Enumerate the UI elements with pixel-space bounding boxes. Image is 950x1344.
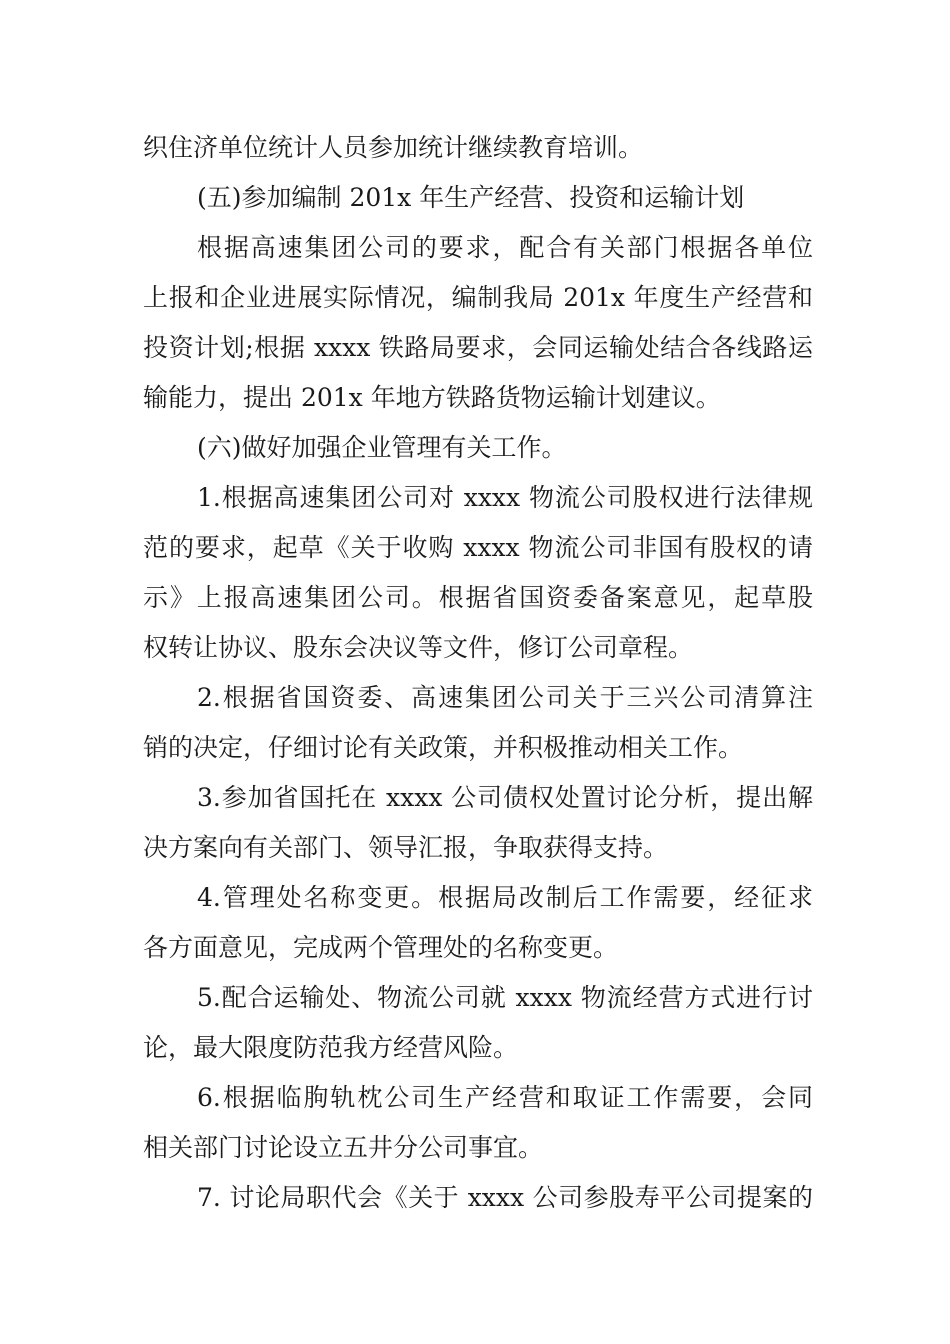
text-line: 6.根据临朐轨枕公司生产经营和取证工作需要，会同 <box>197 1083 813 1112</box>
text-line: 各方面意见，完成两个管理处的名称变更。 <box>143 933 619 962</box>
text-line: 销的决定，仔细讨论有关政策，并积极推动相关工作。 <box>143 733 744 762</box>
section-heading: (六)做好加强企业管理有关工作。 <box>197 433 567 462</box>
text-line: 3.参加省国托在 xxxx 公司债权处置讨论分析，提出解 <box>197 783 813 812</box>
text-line: 上报和企业进展实际情况，编制我局 201x 年度生产经营和 <box>143 283 813 312</box>
text-line: 投资计划;根据 xxxx 铁路局要求，会同运输处结合各线路运 <box>143 333 813 362</box>
text-line: 范的要求，起草《关于收购 xxxx 物流公司非国有股权的请 <box>143 533 813 562</box>
text-line: 论，最大限度防范我方经营风险。 <box>143 1033 519 1062</box>
text-line: 输能力，提出 201x 年地方铁路货物运输计划建议。 <box>143 383 721 412</box>
text-line: 织住济单位统计人员参加统计继续教育培训。 <box>143 133 644 162</box>
text-line: 根据高速集团公司的要求，配合有关部门根据各单位 <box>197 233 813 262</box>
section-heading: (五)参加编制 201x 年生产经营、投资和运输计划 <box>197 183 745 212</box>
text-line: 7. 讨论局职代会《关于 xxxx 公司参股寿平公司提案的 <box>197 1183 813 1212</box>
text-line: 5.配合运输处、物流公司就 xxxx 物流经营方式进行讨 <box>197 983 813 1012</box>
text-line: 权转让协议、股东会决议等文件，修订公司章程。 <box>143 633 694 662</box>
text-line: 2.根据省国资委、高速集团公司关于三兴公司清算注 <box>197 683 813 712</box>
text-line: 相关部门讨论设立五井分公司事宜。 <box>143 1133 544 1162</box>
text-line: 4.管理处名称变更。根据局改制后工作需要，经征求 <box>197 883 813 912</box>
text-line: 示》上报高速集团公司。根据省国资委备案意见，起草股 <box>143 583 813 612</box>
text-line: 1.根据高速集团公司对 xxxx 物流公司股权进行法律规 <box>197 483 813 512</box>
text-line: 决方案向有关部门、领导汇报，争取获得支持。 <box>143 833 669 862</box>
